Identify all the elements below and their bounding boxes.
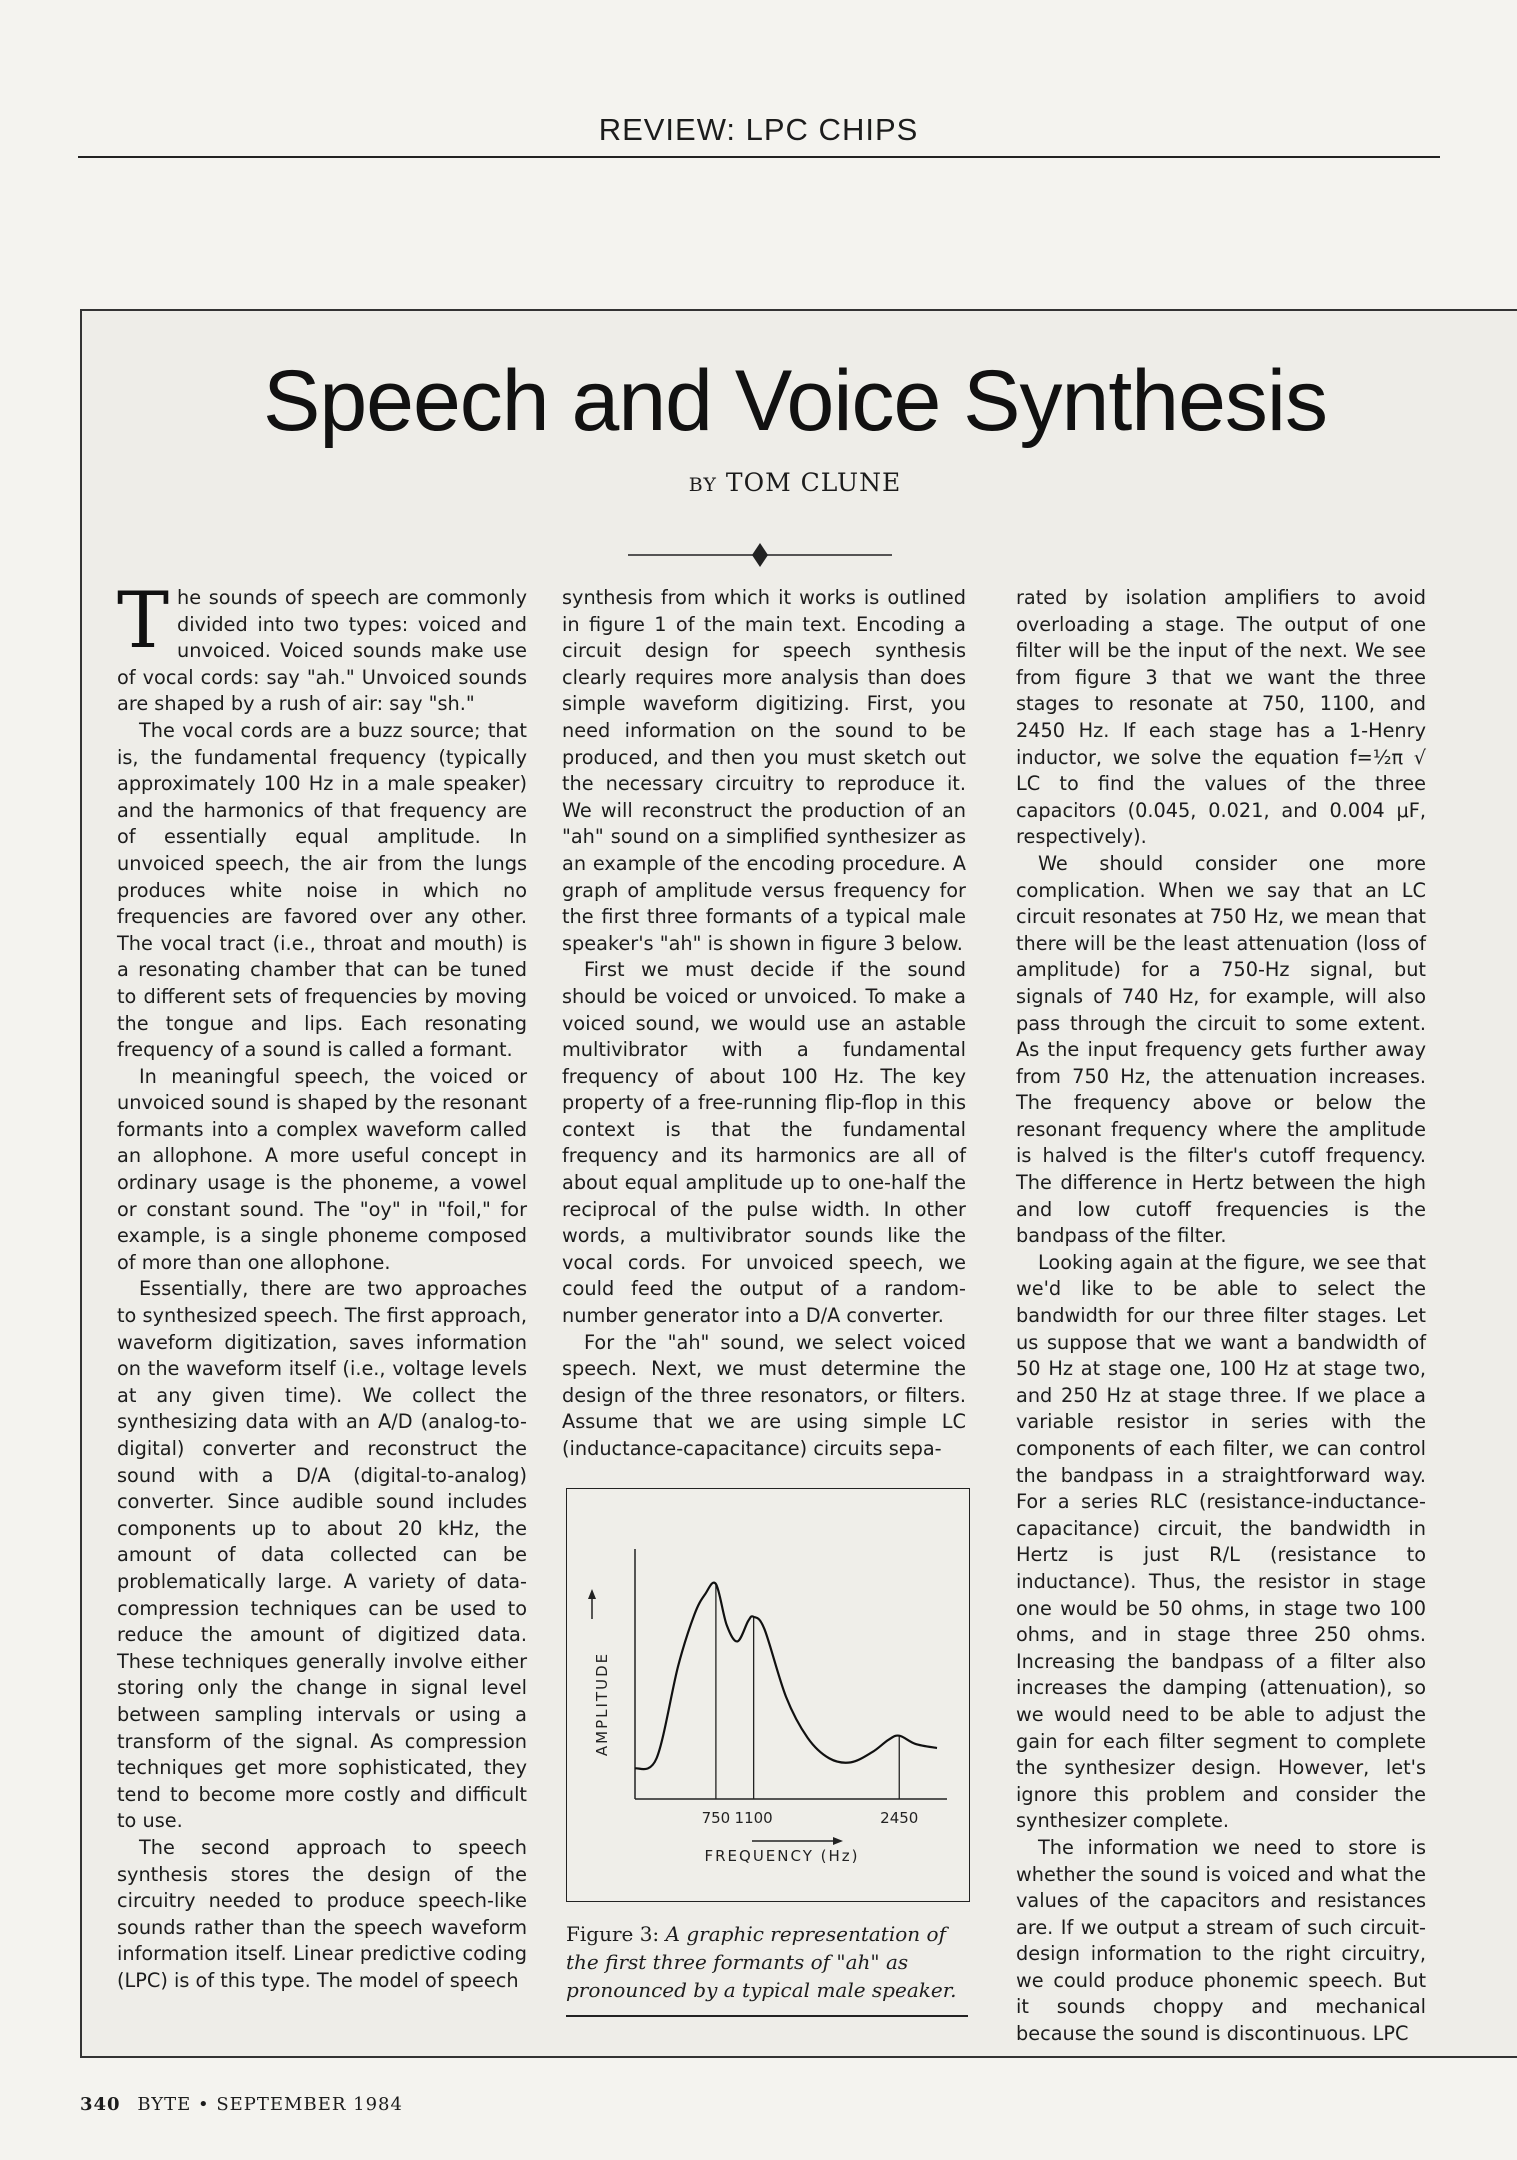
byline-prefix: BY [688,474,717,496]
column-2 [562,585,966,1463]
paragraph: rated by isolation amplifiers to avoid overloading a stage. The output of one filter will be the input of the next. We see from figure 3 that we want the three stages to resonate at 750, 1100, and 2450 Hz. If each stage has a 1-Henry inductor, we solve the equation f=½π √ LC to find the values of the three capacitors (0.045, 0.021, and 0.004 μF, respectively). [1016,586,1426,849]
drop-cap: T [117,576,170,666]
paragraph-text: he sounds of speech are commonly divided into two types: voiced and unvoiced. Voiced sounds make use of vocal cords: say "ah." Unvoiced sounds are shaped by a rush of air: say "sh." [117,586,527,716]
paragraph: The second approach to speech synthesis stores the design of the circuitry needed to produce speech-like sounds rather than the speech waveform information itself. Linear predictive coding (LPC) is of this type. The model of speech [117,1835,527,1992]
paragraph: Essentially, there are two approaches to synthesized speech. The first approach, waveform digitization, saves information on the waveform itself (i.e., voltage levels at any given time). We collect the synthesizing data with an A/D (analog-to-digital) converter and reconstruct the sound with a D/A (digital-to-analog) converter. Since audible sound includes components up to about 20 kHz, the amount of data collected can be problematically large. A variety of data-compression techniques can be used to reduce the amount of digitized data. These techniques generally involve either storing only the change in signal level between sampling intervals or using a transform of the signal. As compression techniques get more sophisticated, they tend to become more costly and difficult to use. [117,1277,527,1833]
author-name: TOM CLUNE [725,468,902,497]
column-1 [117,576,527,1994]
caption-rule [566,2015,968,2017]
caption-lead: Figure 3: [566,1922,660,1946]
paragraph: synthesis from which it works is outlined in figure 1 of the main text. Encoding a circuit design for speech synthesis clearly requires more analysis than does simple waveform digitizing. First, you need information on the sound to be produced, and then you must sketch out the necessary circuitry to reproduce it. We will reconstruct the production of an "ah" sound on a simplified synthesizer as an example of the encoding procedure. A graph of amplitude versus frequency for the first three formants of a typical male speaker's "ah" is shown in figure 3 below. [562,586,966,955]
paragraph [117,576,527,718]
page-number: 340 [80,2094,121,2115]
x-tick-label: 2450 [880,1809,919,1827]
x-axis-arrowhead [833,1837,843,1845]
amplitude-curve [635,1583,937,1770]
article-title: Speech and Voice Synthesis [262,353,1328,449]
y-axis-arrowhead [588,1589,596,1599]
figure-caption [566,1920,972,2004]
paragraph: Looking again at the figure, we see that we'd like to be able to select the bandwidth for our three filter stages. Let us suppose that we want a bandwidth of 50 Hz at stage one, 100 Hz at stage two, and 250 Hz at stage three. If we place a variable resistor in series with the components of each filter, we can control the bandpass in a straightforward way. For a series RLC (resistance-inductance-capacitance) circuit, the bandwidth in Hertz is just R/L (resistance to inductance). Thus, the resistor in stage one would be 50 ohms, in stage two 100 ohms, and in stage three 250 ohms. Increasing the bandpass of a filter also increases the damping (attenuation), so we would need to be able to adjust the gain for each filter segment to complete the synthesizer design. However, let's ignore this problem and consider the synthesizer complete. [1016,1250,1426,1833]
paragraph: We should consider one more complication. When we say that an LC circuit resonates at 750 Hz, we mean that there will be the least attenuation (loss of amplitude) for a 750-Hz signal, but signals of 740 Hz, for example, will also pass through the circuit to some extent. As the input frequency gets further away from 750 Hz, the attenuation increases. The frequency above or below the resonant frequency where the amplitude is halved is the filter's cutoff frequency. The difference in Hertz between the high and low cutoff frequencies is the bandpass of the filter. [1016,851,1426,1248]
y-axis-label: AMPLITUDE [593,1651,611,1757]
formant-chart [567,1489,969,1901]
paragraph: First we must decide if the sound should be voiced or unvoiced. To make a voiced sound, we would use an astable multivibrator with a fundamental frequency of about 100 Hz. The key property of a free-running flip-flop in this context is that the fundamental frequency and its harmonics are all of about equal amplitude up to one-half the reciprocal of the pulse width. In other words, a multivibrator sounds like the vocal cords. For unvoiced speech, we could feed the output of a random-number generator into a D/A converter. [562,958,966,1328]
x-tick-label: 1100 [734,1809,773,1827]
figure-3 [566,1488,970,1902]
header-rule [78,156,1440,158]
column-3 [1016,585,1426,2048]
x-tick-label: 750 [701,1809,731,1827]
paragraph: The information we need to store is whether the sound is voiced and what the values of the capacitors and resistances are. If we output a stream of such circuit-design information to the right circuitry, we could produce phonemic speech. But it sounds choppy and mechanical because the sound is discontinuous. LPC [1016,1835,1426,2046]
ornament-divider [628,540,892,570]
publication-line: BYTE • SEPTEMBER 1984 [137,2094,403,2115]
paragraph: For the "ah" sound, we select voiced speech. Next, we must determine the design of the three resonators, or filters. Assume that we are using simple LC (inductance-capacitance) circuits sepa- [562,1330,966,1460]
byline [80,468,1510,497]
page-footer [80,2094,403,2115]
x-axis-label: FREQUENCY (Hz) [704,1847,860,1865]
paragraph: The vocal cords are a buzz source; that is, the fundamental frequency (typically approximately 100 Hz in a male speaker) and the harmonics of that frequency are of essentially equal amplitude. In unvoiced speech, the air from the lungs produces white noise in which no frequencies are favored over any other. The vocal tract (i.e., throat and mouth) is a resonating chamber that can be tuned to different sets of frequencies by moving the tongue and lips. Each resonating frequency of a sound is called a formant. [117,718,527,1062]
running-head: REVIEW: LPC CHIPS [598,112,919,147]
caption-text: A graphic representation of the first three formants of "ah" as pronounced by a typical male speaker. [566,1922,957,2002]
paragraph: In meaningful speech, the voiced or unvoiced sound is shaped by the resonant formants into a complex waveform called an allophone. A more useful concept in ordinary usage is the phoneme, a vowel or constant sound. The "oy" in "foil," for example, is a single phoneme composed of more than one allophone. [117,1064,527,1274]
